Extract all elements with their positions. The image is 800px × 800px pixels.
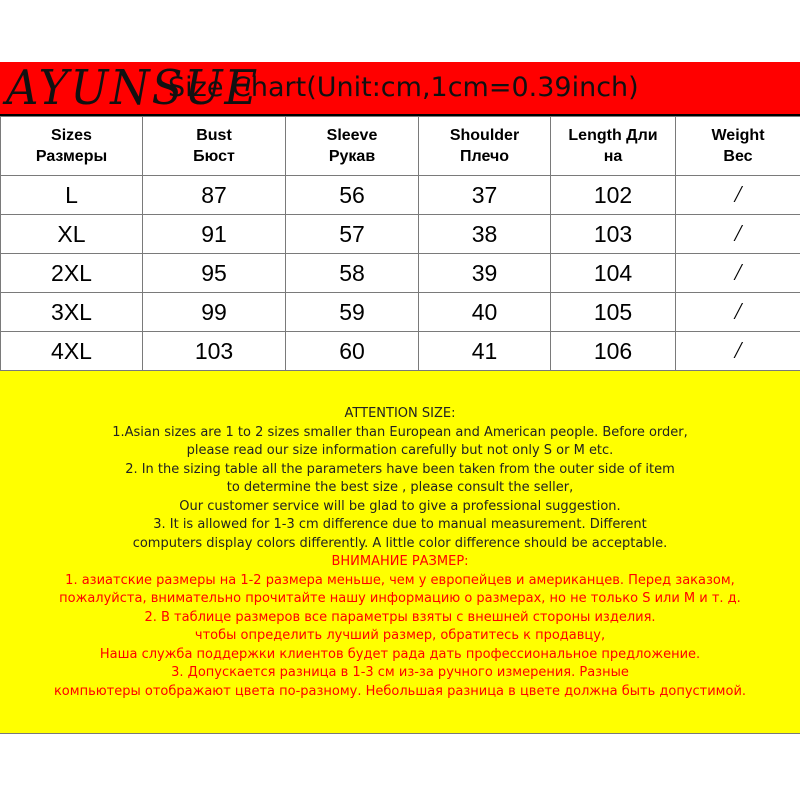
bust-cell: 99 xyxy=(143,293,286,332)
bust-cell: 91 xyxy=(143,215,286,254)
note-line-ru: чтобы определить лучший размер, обратитесь к продавцу, xyxy=(194,628,606,643)
length-cell: 103 xyxy=(551,215,676,254)
table-header-row xyxy=(1,117,800,176)
attention-notes-panel xyxy=(0,370,800,734)
note-line-en: please read our size information carefully but not only S or M etc. xyxy=(186,443,614,458)
note-line-ru: 1. азиатские размеры на 1-2 размера меньше, чем у европейцев и американцев. Перед заказом, xyxy=(65,572,735,588)
bust-cell: 87 xyxy=(143,176,286,215)
column-header-sizes: Sizes Размеры xyxy=(1,117,143,176)
table-row xyxy=(1,176,800,215)
weight-cell: / xyxy=(676,215,800,254)
column-header-sleeve: Sleeve Рукав xyxy=(286,117,419,176)
shoulder-cell: 40 xyxy=(419,293,551,332)
sleeve-cell: 58 xyxy=(286,254,419,293)
table-row xyxy=(1,254,800,293)
sleeve-cell: 60 xyxy=(286,332,419,371)
table-row xyxy=(1,215,800,254)
note-line-ru: ВНИМАНИЕ РАЗМЕР: xyxy=(331,554,469,569)
weight-cell: / xyxy=(676,176,800,215)
note-line-ru: компьютеры отображают цвета по-разному. Небольшая разница в цвете должна быть допустимой. xyxy=(53,683,747,699)
shoulder-cell: 41 xyxy=(419,332,551,371)
bust-cell: 103 xyxy=(143,332,286,371)
shoulder-cell: 39 xyxy=(419,254,551,293)
note-line-en: computers display colors differently. A little color difference should be acceptable. xyxy=(132,535,668,551)
length-cell: 106 xyxy=(551,332,676,371)
note-line-en: 2. In the sizing table all the parameters have been taken from the outer side of item xyxy=(125,461,675,477)
column-header-bust: Bust Бюст xyxy=(143,117,286,176)
note-line-en: Our customer service will be glad to give a professional suggestion. xyxy=(179,498,621,514)
note-line-ru: 2. В таблице размеров все параметры взяты с внешней стороны изделия. xyxy=(144,609,656,625)
note-line-ru: пожалуйста, внимательно прочитайте нашу информацию о размерах, но не только S или M и т. д. xyxy=(59,591,741,606)
note-line-ru: Наша служба поддержки клиентов будет рада дать профессиональное предложение. xyxy=(99,646,701,662)
table-row xyxy=(1,332,800,371)
weight-cell: / xyxy=(676,254,800,293)
chart-title: Size Chart(Unit:cm,1cm=0.39inch) xyxy=(168,72,639,103)
size-cell: L xyxy=(1,176,143,215)
length-cell: 105 xyxy=(551,293,676,332)
brand-logo-text: AYUNSUE xyxy=(6,59,260,116)
bust-cell: 95 xyxy=(143,254,286,293)
note-line-en: to determine the best size , please consult the seller, xyxy=(226,480,574,495)
length-cell: 102 xyxy=(551,176,676,215)
attention-notes xyxy=(0,405,800,701)
weight-cell: / xyxy=(676,293,800,332)
column-header-length: Length Дли на xyxy=(551,117,676,176)
shoulder-cell: 38 xyxy=(419,215,551,254)
size-table xyxy=(0,116,800,371)
sleeve-cell: 57 xyxy=(286,215,419,254)
note-line-en: 1.Asian sizes are 1 to 2 sizes smaller than European and American people. Before order, xyxy=(112,424,688,440)
size-cell: 3XL xyxy=(1,293,143,332)
sleeve-cell: 56 xyxy=(286,176,419,215)
size-cell: 4XL xyxy=(1,332,143,371)
column-header-shoulder: Shoulder Плечо xyxy=(419,117,551,176)
sleeve-cell: 59 xyxy=(286,293,419,332)
note-line-en: 3. It is allowed for 1-3 cm difference due to manual measurement. Different xyxy=(153,517,647,532)
note-line-ru: 3. Допускается разница в 1-3 см из-за ручного измерения. Разные xyxy=(171,665,629,680)
size-chart-sheet xyxy=(0,59,800,734)
table-row xyxy=(1,293,800,332)
weight-cell: / xyxy=(676,332,800,371)
shoulder-cell: 37 xyxy=(419,176,551,215)
column-header-weight: Weight Вес xyxy=(676,117,800,176)
length-cell: 104 xyxy=(551,254,676,293)
size-cell: XL xyxy=(1,215,143,254)
size-chart-header xyxy=(0,59,800,116)
note-line-en: ATTENTION SIZE: xyxy=(344,406,456,421)
size-cell: 2XL xyxy=(1,254,143,293)
